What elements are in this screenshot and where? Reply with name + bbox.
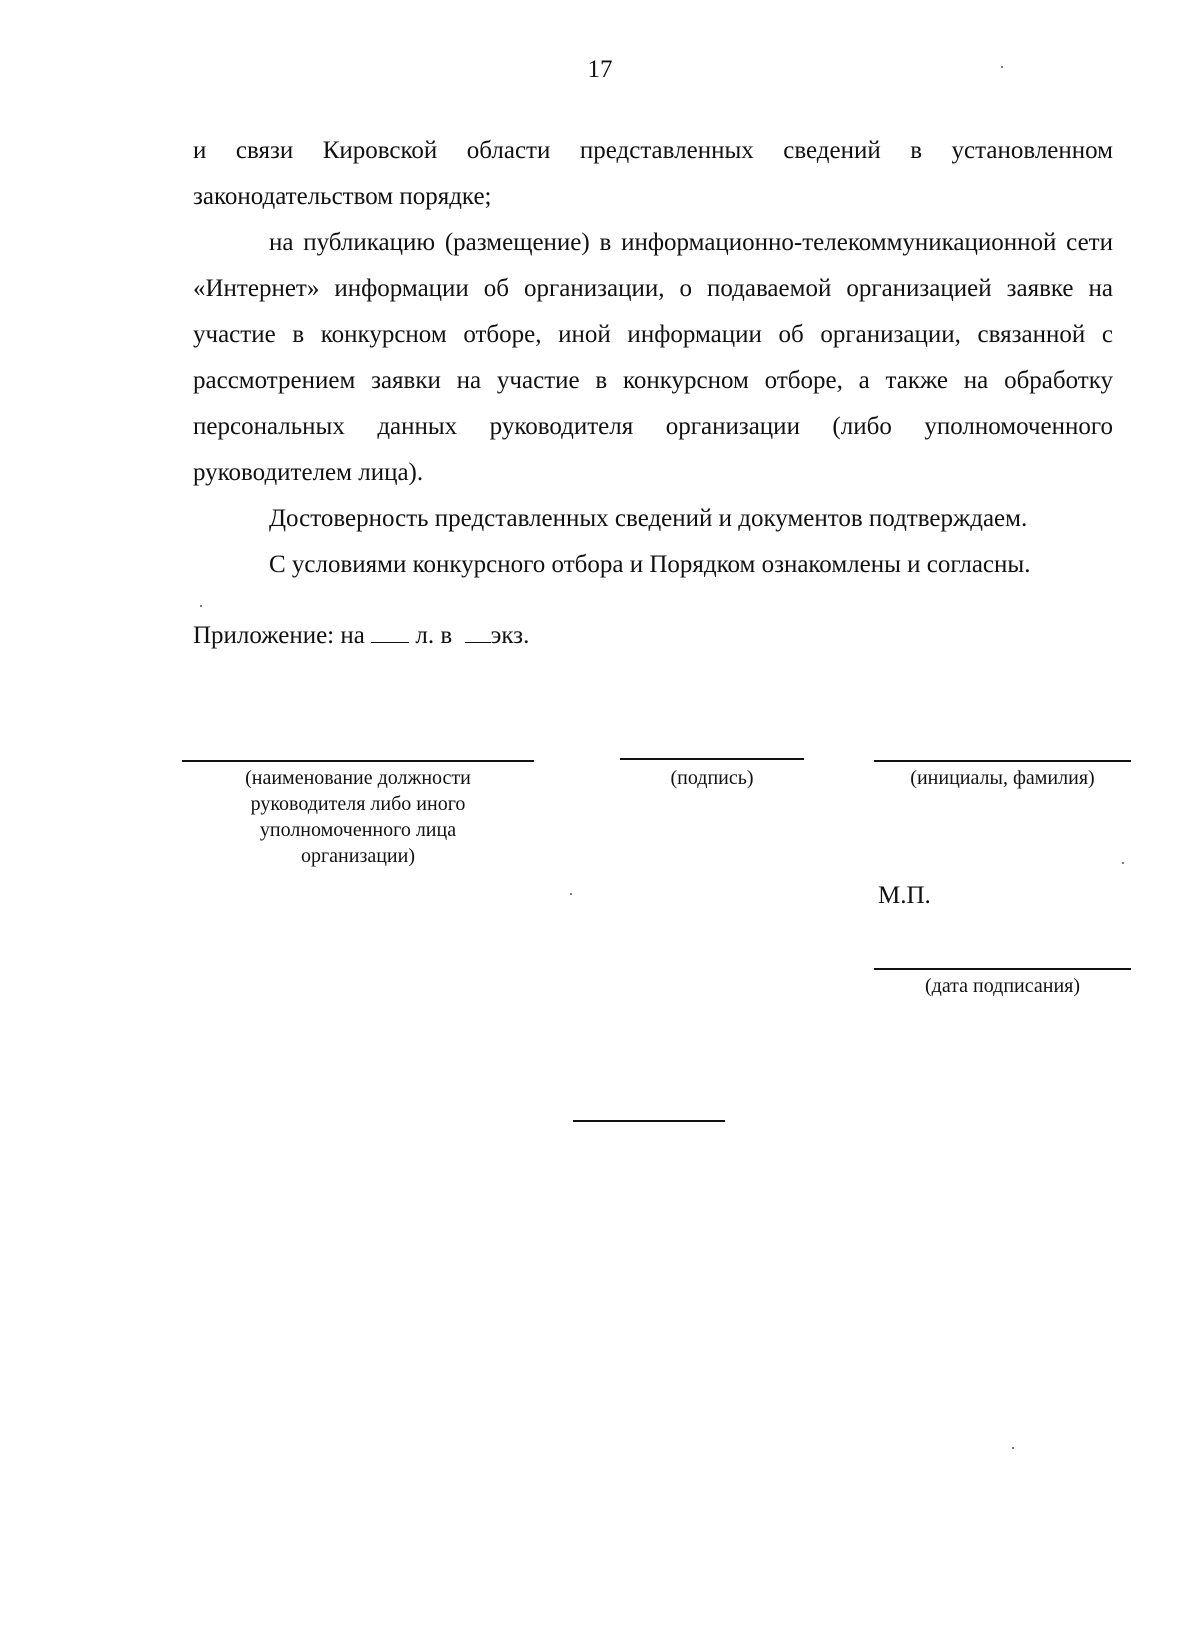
page-number: 17 — [587, 56, 613, 83]
signature-caption: (подпись) — [670, 767, 754, 789]
scan-speck — [1122, 862, 1124, 864]
stamp-placeholder: М.П. — [878, 882, 931, 909]
date-signature-line — [874, 968, 1131, 970]
name-signature-line — [874, 760, 1131, 762]
scan-speck — [200, 605, 202, 607]
scan-speck — [570, 893, 572, 895]
position-caption: (наименование должности руководителя либо иного уполномоченного лица организации) — [245, 767, 471, 867]
scan-speck — [1012, 1447, 1014, 1449]
end-of-document-rule — [573, 1120, 725, 1122]
copies-unit: экз. — [490, 622, 530, 649]
sheets-unit: л. в — [415, 622, 453, 649]
position-signature-line — [182, 760, 534, 762]
paragraph-agreement: С условиями конкурсного отбора и Порядком ознакомлены и согласны. — [269, 551, 1031, 578]
attachment-line — [193, 620, 529, 650]
paragraph-authenticity: Достоверность представленных сведений и документов подтверждаем. — [269, 505, 1028, 532]
paragraph-consent-verification: и связи Кировской области представленных сведений в установленном законодательством порядке; — [193, 137, 1113, 210]
copies-blank — [465, 620, 491, 643]
date-caption: (дата подписания) — [924, 975, 1081, 997]
attachment-label: Приложение: на — [193, 622, 365, 649]
paragraph-consent-publication: на публикацию (размещение) в информационно-телекоммуникационной сети «Интернет» информации об организации, о подаваемой организацией заявке на участие в конкурсном отборе, иной информации об организации, связанной с рассмотрением заявки на участие в конкурсном отборе, а также на обработку персональных данных руководителя организации (либо уполномоченного руководителем лица). — [193, 229, 1113, 486]
scan-speck — [1001, 66, 1003, 68]
sheets-blank — [371, 620, 409, 643]
signature-line — [620, 758, 804, 760]
name-caption: (инициалы, фамилия) — [910, 767, 1095, 789]
document-body — [193, 128, 1113, 588]
